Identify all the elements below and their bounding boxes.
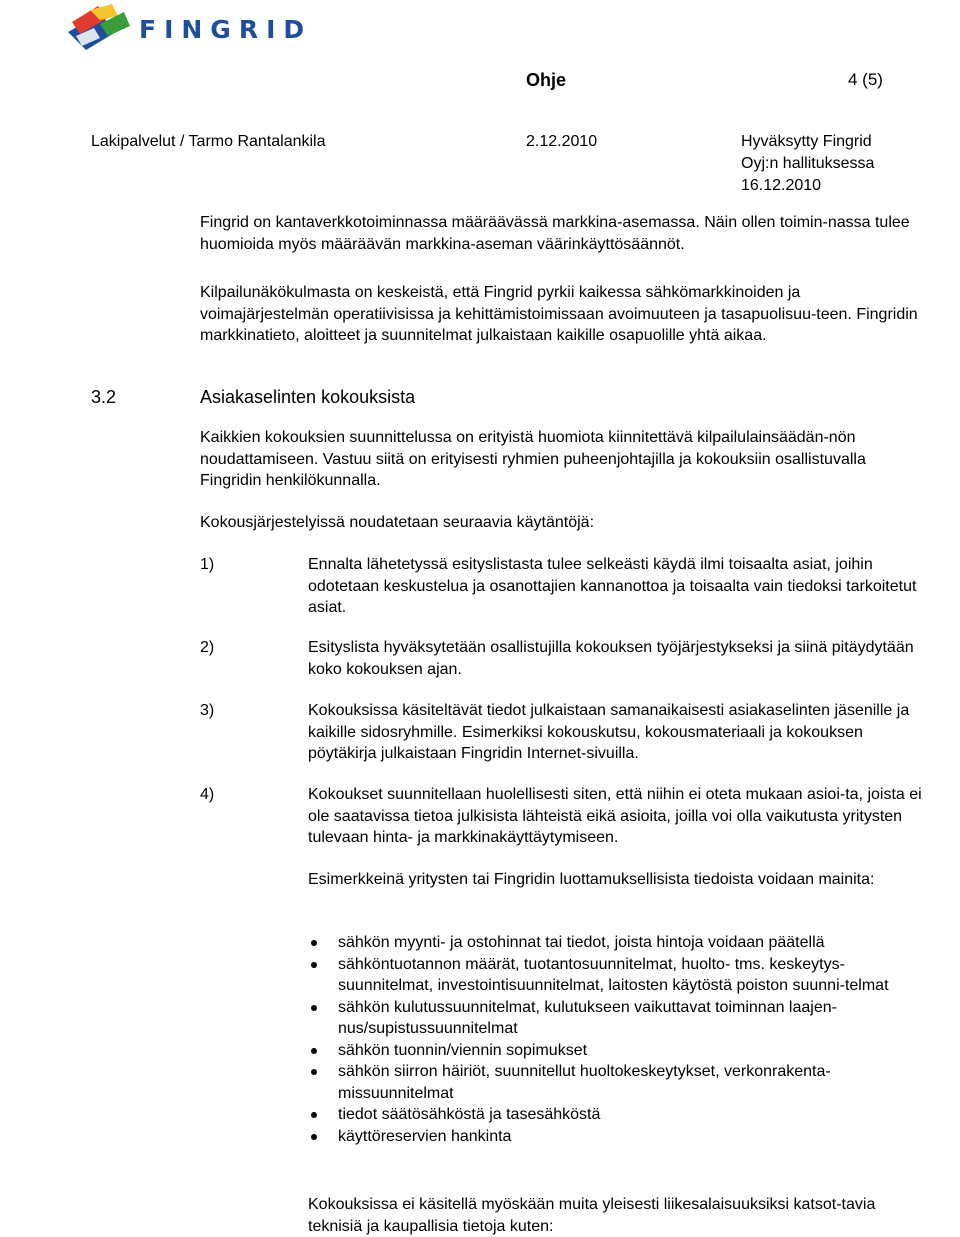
list-item-subtext: Esimerkkeinä yritysten tai Fingridin luottamuksellisista tiedoista voidaan mainita:	[308, 870, 875, 888]
section-title: Asiakaselinten kokouksista	[200, 387, 416, 407]
bullet-dot	[311, 940, 317, 946]
bullet-item: käyttöreservien hankinta	[308, 1126, 924, 1148]
bullet-dot	[311, 1069, 317, 1075]
bullet-item: sähkön kulutussuunnitelmat, kulutukseen vaikuttavat toiminnan laajen-nus/supistussuunnitelmat	[308, 997, 924, 1040]
document-type: Ohje	[526, 70, 567, 90]
bullet-item: tiedot säätösähköstä ja tasesähköstä	[308, 1104, 924, 1126]
paragraph-trade-secrets: Kokouksissa ei käsitellä myöskään muita yleisesti liikesalaisuuksiksi katsot-tavia teknisiä ja kaupallisia tietoja kuten:	[308, 1196, 876, 1235]
list-item	[200, 554, 924, 619]
author-line: Lakipalvelut / Tarmo Rantalankila	[91, 133, 326, 150]
bullet-dot	[311, 1112, 317, 1118]
list-marker: 3)	[200, 702, 215, 719]
fingrid-logo-mark	[60, 2, 140, 54]
logo-wordmark: FINGRID	[139, 15, 313, 44]
list-item	[200, 637, 924, 680]
page-number: 4 (5)	[848, 70, 883, 89]
approval-status-line1: Hyväksytty Fingrid	[741, 133, 872, 150]
list-item-text: Esityslista hyväksytetään osallistujilla kokouksen työjärjestykseksi ja siinä pitäydytään koko kokouksen ajan.	[308, 639, 914, 678]
bullet-item: sähkön tuonnin/viennin sopimukset	[308, 1040, 924, 1062]
list-marker: 1)	[200, 556, 215, 573]
approval-status-line3: 16.12.2010	[741, 177, 822, 194]
paragraph-practices-intro: Kokousjärjestelyissä noudatetaan seuraavia käytäntöjä:	[200, 514, 595, 531]
list-item-text: Kokoukset suunnitellaan huolellisesti siten, että niihin ei oteta mukaan asioi-ta, joista ei ole saatavissa tietoa julkisista lähteistä eikä asioita, joilla voi olla vaikutusta yritysten tulevaan hinta- ja markkinakäyttäytymiseen.	[308, 786, 922, 846]
paragraph-competition: Kilpailunäkökulmasta on keskeistä, että Fingrid pyrkii kaikessa sähkömarkkinoiden ja voimajärjestelmän operatiivisissa ja kehittämistoimissaan avoimuuteen ja tasapuolisuu-teen. Fingridin markkinatieto, aloitteet ja suunnitelmat julkaistaan kaikille osapuolille yhtä aikaa.	[200, 284, 918, 344]
list-item-text: Ennalta lähetetyssä esityslistasta tulee selkeästi käydä ilmi toisaalta asiat, joihin odotetaan keskustelua ja osanottajien kannanottoa ja toisaalta vain tiedoksi tarkoitetut asiat.	[308, 556, 917, 616]
bullet-dot	[311, 1134, 317, 1140]
list-item-text: Kokouksissa käsiteltävät tiedot julkaistaan samanaikaisesti asiakaselinten jäsenille ja kaikille sidosryhmille. Esimerkiksi kokouskutsu, kokousmateriaali ja kokouksen pöytäkirja julkaistaan Fingridin Internet-sivuilla.	[308, 702, 910, 762]
paragraph-market-position: Fingrid on kantaverkkotoiminnassa määräävässä markkina-asemassa. Näin ollen toimin-nassa tulee huomioida myös määräävän markkina-aseman väärinkäyttösäännöt.	[200, 214, 910, 253]
section-number: 3.2	[91, 387, 117, 407]
bullet-item: sähkön siirron häiriöt, suunnitellut huoltokeskeytykset, verkonrakenta-missuunnitelmat	[308, 1061, 924, 1104]
bullet-item: sähköntuotannon määrät, tuotantosuunnitelmat, huolto- tms. keskeytys-suunnitelmat, investointisuunnitelmat, laitosten käytöstä poiston suunni-telmat	[308, 954, 924, 997]
bullet-item: sähkön myynti- ja ostohinnat tai tiedot, joista hintoja voidaan päätellä	[308, 932, 924, 954]
approval-status-line2: Oyj:n hallituksessa	[741, 155, 875, 172]
approval-status	[741, 131, 874, 197]
document-date: 2.12.2010	[526, 133, 598, 150]
fingrid-logo	[60, 2, 313, 54]
list-marker: 2)	[200, 639, 215, 656]
list-item	[200, 700, 924, 765]
list-item	[200, 784, 924, 890]
bullet-dot	[311, 1005, 317, 1011]
paragraph-meeting-planning: Kaikkien kokouksien suunnittelussa on erityistä huomiota kiinnitettävä kilpailulainsäädän-nön noudattamiseen. Vastuu siitä on erityisesti ryhmien puheenjohtajilla ja kokouksiin osallistuvalla Fingridin henkilökunnalla.	[200, 429, 866, 489]
section-heading	[91, 385, 911, 409]
list-marker: 4)	[200, 786, 215, 803]
bullet-dot	[311, 962, 317, 968]
bullet-list	[308, 932, 924, 1147]
bullet-dot	[311, 1048, 317, 1054]
